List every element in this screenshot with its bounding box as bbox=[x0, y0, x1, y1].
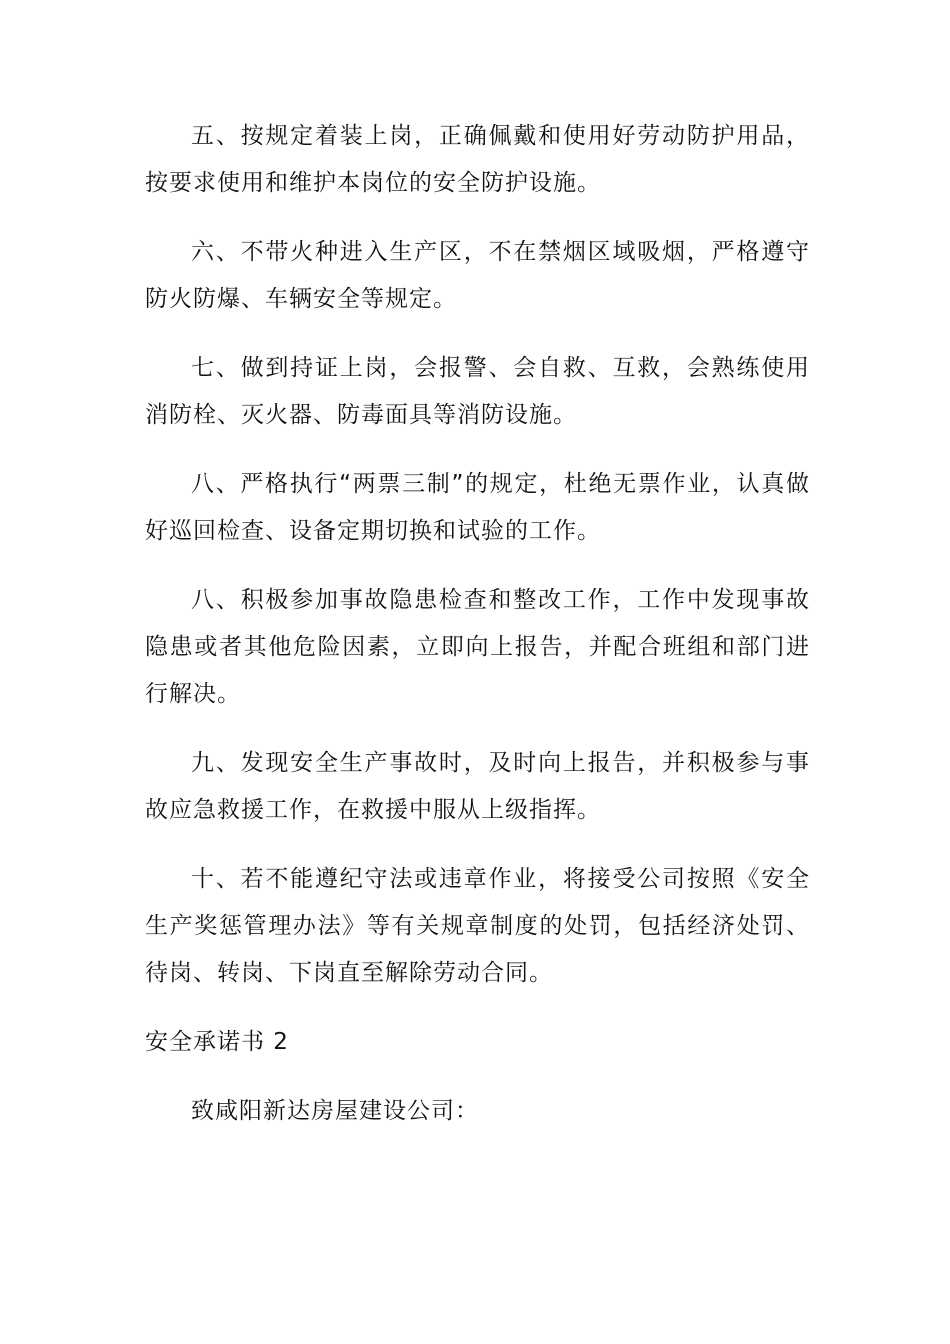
salutation: 致咸阳新达房屋建设公司： bbox=[191, 1098, 479, 1124]
clause-7: 七、做到持证上岗，会报警、会自救、互救，会熟练使用消防栓、灭火器、防毒面具等消防设施。 bbox=[145, 355, 810, 428]
document-body bbox=[145, 113, 810, 1135]
clause-6: 六、不带火种进入生产区，不在禁烟区域吸烟，严格遵守防火防爆、车辆安全等规定。 bbox=[145, 239, 810, 312]
clause-10: 十、若不能遵纪守法或违章作业，将接受公司按照《安全生产奖惩管理办法》等有关规章制度的处罚，包括经济处罚、待岗、转岗、下岗直至解除劳动合同。 bbox=[145, 866, 810, 986]
clause-8a: 八、严格执行“两票三制”的规定，杜绝无票作业，认真做好巡回检查、设备定期切换和试验的工作。 bbox=[145, 471, 810, 544]
clause-9: 九、发现安全生产事故时，及时向上报告，并积极参与事故应急救援工作，在救援中服从上级指挥。 bbox=[145, 750, 810, 823]
section-heading: 安全承诺书 2 bbox=[145, 1029, 289, 1055]
clause-5: 五、按规定着装上岗，正确佩戴和使用好劳动防护用品，按要求使用和维护本岗位的安全防护设施。 bbox=[145, 123, 810, 196]
clause-8b: 八、积极参加事故隐患检查和整改工作，工作中发现事故隐患或者其他危险因素，立即向上报告，并配合班组和部门进行解决。 bbox=[145, 587, 810, 707]
